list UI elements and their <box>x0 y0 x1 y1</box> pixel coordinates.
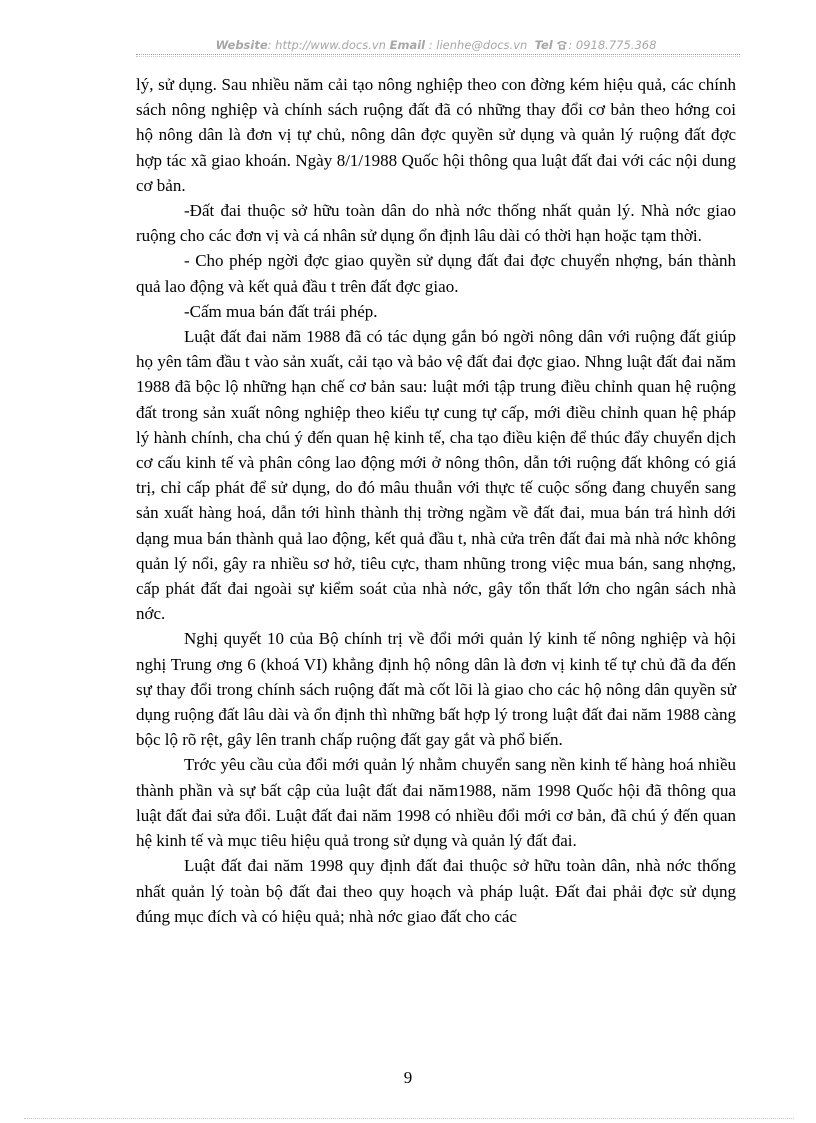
paragraph-8: Luật đất đai năm 1998 quy định đất đai thuộc sở hữu toàn dân, nhà nớc thống nhất quản lý toàn bộ đất đai theo quy hoạch và pháp luật. Đất đai phải đợc sử dụng đúng mục đích và có hiệu quả; nhà nớc giao đất cho các <box>136 856 736 926</box>
page-body <box>136 72 736 929</box>
page-number: 9 <box>403 1068 413 1087</box>
paragraph-7: Trớc yêu cầu của đổi mới quản lý nhằm chuyển sang nền kinh tế hàng hoá nhiều thành phần và sự bất cập của luật đất đai năm1988, năm 1998 Quốc hội đã thông qua luật đất đai sửa đổi. Luật đất đai năm 1998 có nhiều đổi mới cơ bản, đã chú ý đến quan hệ kinh tế và mục tiêu hiệu quả trong sử dụng và quản lý đất đai. <box>136 755 736 851</box>
paragraph-2: -Đất đai thuộc sở hữu toàn dân do nhà nớc thống nhất quản lý. Nhà nớc giao ruộng cho các đơn vị và cá nhân sử dụng ổn định lâu dài có thời hạn hoặc tạm thời. <box>136 201 736 246</box>
paragraph-6: Nghị quyết 10 của Bộ chính trị về đổi mới quản lý kinh tế nông nghiệp và hội nghị Trung ơng 6 (khoá VI) khẳng định hộ nông dân là đơn vị kinh tế tự chủ đã đa đến sự thay đổi trong chính sách ruộng đất mà cốt lõi là giao cho các hộ nông dân quyền sử dụng ruộng đất lâu dài và ổn định thì những bất hợp lý trong luật đất đai năm 1988 càng bộc lộ rõ rệt, gây lên tranh chấp ruộng đất gay gắt và phổ biến. <box>136 629 736 750</box>
paragraph-1: lý, sử dụng. Sau nhiều năm cải tạo nông nghiệp theo con đờng kém hiệu quả, các chính sách nông nghiệp và chính sách ruộng đất đã có những thay đổi cơ bản theo hớng coi hộ nông dân là đơn vị tự chủ, nông dân đợc quyền sử dụng và quản lý ruộng đất đợc hợp tác xã giao khoán. Ngày 8/1/1988 Quốc hội thông qua luật đất đai với các nội dung cơ bản. <box>136 75 736 195</box>
footer-rule <box>24 1118 794 1119</box>
paragraph-5: Luật đất đai năm 1988 đã có tác dụng gắn bó ngời nông dân với ruộng đất giúp họ yên tâm đầu t vào sản xuất, cải tạo và bảo vệ đất đai đợc giao. Nhng luật đất đai năm 1988 đã bộc lộ những hạn chế cơ bản sau: luật mới tập trung điều chỉnh quan hệ ruộng đất trong sản xuất nông nghiệp theo kiểu tự cung tự cấp, mới điều chỉnh quan hệ pháp lý hành chính, cha chú ý đến quan hệ kinh tế, cha tạo điều kiện để thúc đẩy chuyển dịch cơ cấu kinh tế và phân công lao động mới ở nông thôn, dẫn tới ruộng đất không có giá trị, chỉ cấp phát để sử dụng, do đó mâu thuẫn với thực tế cuộc sống đang chuyển sang sản xuất hàng hoá, dẫn tới hình thành thị trờng ngầm về đất đai, mua bán trá hình dới dạng mua bán thành quả lao động, kết quả đầu t, nhà cửa trên đất đai mà nhà nớc không quản lý nổi, gây ra nhiều sơ hở, tiêu cực, tham nhũng trong việc mua bán, sang nhợng, cấp phát đất đai ngoài sự kiểm soát của nhà nớc, gây tổn thất lớn cho ngân sách nhà nớc. <box>136 327 736 624</box>
paragraph-3: - Cho phép ngời đợc giao quyền sử dụng đất đai đợc chuyển nhợng, bán thành quả lao động và kết quả đầu t trên đất đợc giao. <box>136 251 736 296</box>
header-rule <box>136 54 740 57</box>
email-label: Email <box>389 38 426 52</box>
telephone-icon <box>556 40 568 50</box>
paragraph-4: -Cấm mua bán đất trái phép. <box>184 301 378 321</box>
tel-value: : 0918.775.368 <box>568 38 657 52</box>
website-label: Website <box>215 38 268 52</box>
page-header <box>136 38 736 52</box>
website-value: : http://www.docs.vn <box>267 38 386 52</box>
email-value: : lienhe@docs.vn <box>428 38 528 52</box>
tel-label: Tel <box>534 38 553 52</box>
